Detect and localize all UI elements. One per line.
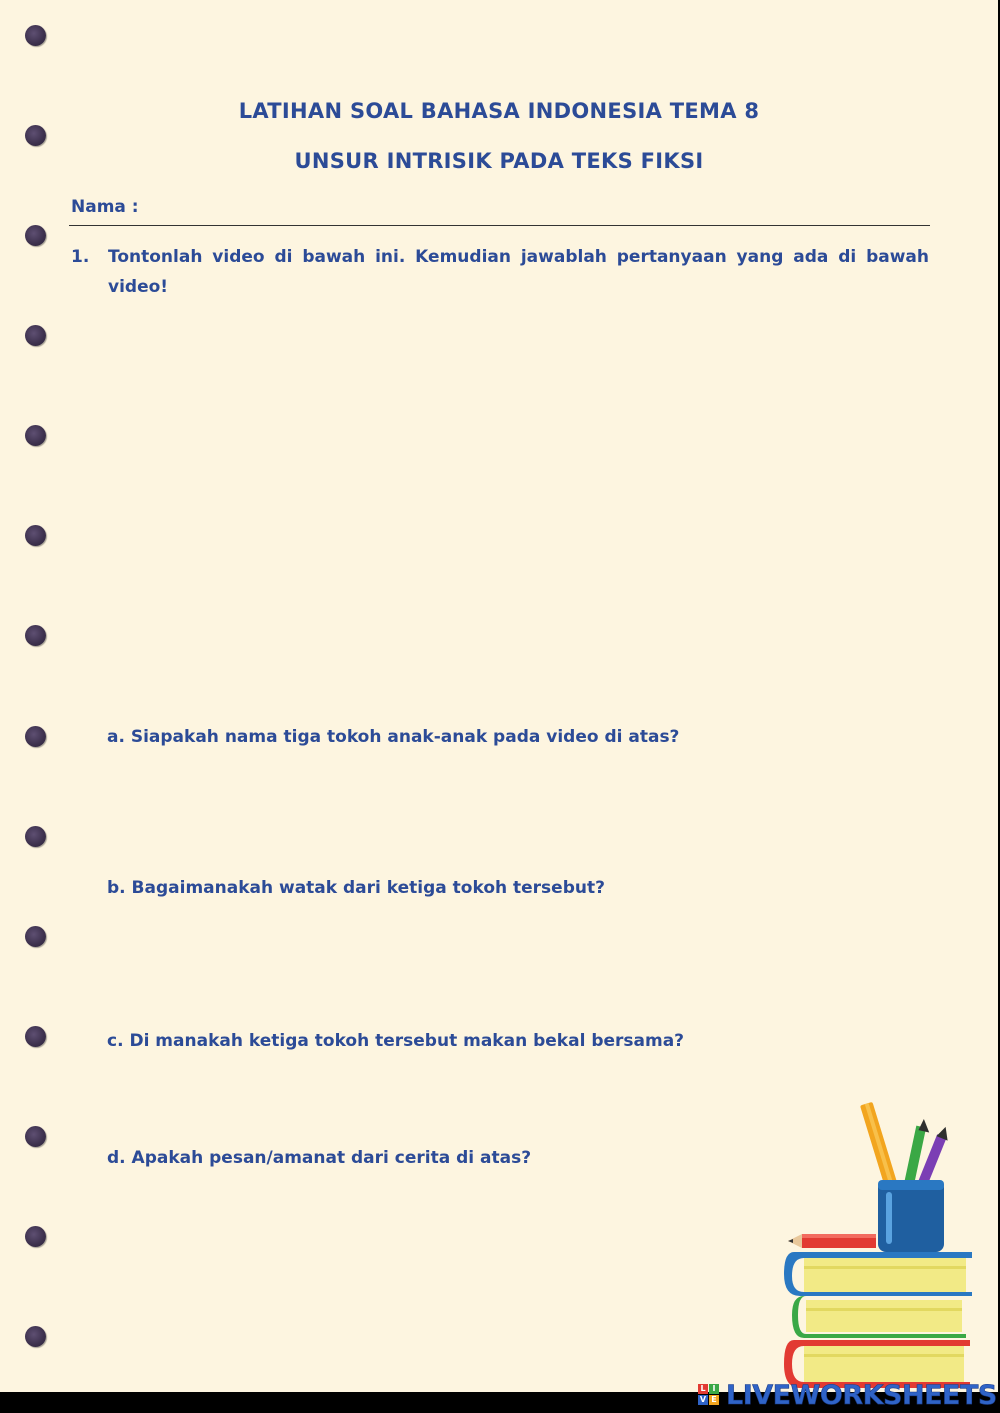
- question-c: c. Di manakah ketiga tokoh tersebut makan bekal bersama?: [107, 1031, 685, 1051]
- logo-mark-icon: [698, 1384, 722, 1406]
- worksheet-title: LATIHAN SOAL BAHASA INDONESIA TEMA 8: [238, 99, 760, 123]
- logo-mark-letter: V: [699, 1395, 707, 1404]
- books-pencils-illustration: [780, 1096, 980, 1392]
- binder-hole: [25, 1226, 46, 1247]
- worksheet-subtitle: UNSUR INTRISIK PADA TEKS FIKSI: [294, 149, 704, 173]
- logo-mark-letter: E: [709, 1395, 719, 1405]
- question-1-text: Tontonlah video di bawah ini. Kemudian jawablah pertanyaan yang ada di bawah video!: [108, 247, 929, 297]
- liveworksheets-logo[interactable]: [698, 1380, 997, 1410]
- binder-hole: [25, 625, 46, 646]
- logo-mark-letter: L: [698, 1384, 708, 1394]
- question-number: 1.: [71, 247, 90, 267]
- logo-mark-letter: I: [709, 1384, 719, 1394]
- name-label: Nama :: [71, 197, 139, 217]
- binder-hole: [25, 525, 46, 546]
- question-a: a. Siapakah nama tiga tokoh anak-anak pada video di atas?: [107, 727, 680, 747]
- binder-hole: [25, 225, 46, 246]
- binder-hole: [25, 125, 46, 146]
- binder-hole: [25, 325, 46, 346]
- name-answer-line[interactable]: [69, 225, 930, 226]
- question-d: d. Apakah pesan/amanat dari cerita di atas?: [107, 1148, 532, 1168]
- video-embed-area[interactable]: [120, 305, 880, 695]
- question-b: b. Bagaimanakah watak dari ketiga tokoh tersebut?: [107, 878, 605, 898]
- binder-hole: [25, 1126, 46, 1147]
- binder-hole: [25, 1026, 46, 1047]
- logo-text: LIVEWORKSHEETS: [726, 1379, 997, 1411]
- binder-hole: [25, 826, 46, 847]
- question-1: [71, 242, 929, 302]
- binder-hole: [25, 926, 46, 947]
- binder-hole: [25, 1326, 46, 1347]
- binder-hole: [25, 425, 46, 446]
- binder-hole: [25, 25, 46, 46]
- binder-hole: [25, 726, 46, 747]
